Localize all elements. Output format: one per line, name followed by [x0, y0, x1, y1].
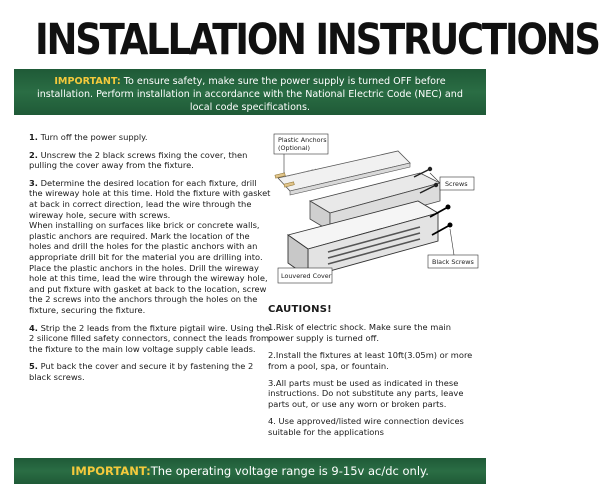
- caution-number: 1.: [268, 322, 276, 333]
- step-number: 2.: [29, 149, 38, 160]
- caution-item: [268, 322, 478, 343]
- caution-text: Install the fixtures at least 10ft(3.05m) or more from a pool, spa, or fountain.: [268, 350, 473, 371]
- step-item: [29, 323, 271, 355]
- important-text: To ensure safety, make sure the power supply is turned OFF before installation. Perform installation in accordance with the National Electric Code (NEC) and local code specifications.: [37, 76, 463, 113]
- fixture-diagram: [270, 131, 482, 291]
- step-item: [29, 132, 271, 143]
- voltage-notice-banner: [14, 458, 486, 484]
- step-number: 1.: [29, 132, 38, 142]
- step-number: 5.: [29, 361, 38, 372]
- caution-number: 3.: [268, 378, 276, 389]
- important-notice-banner: [14, 69, 486, 115]
- step-text: Strip the 2 leads from the fixture pigtail wire. Using the 2 silicone filled safety connectors, connect the leads from the fixture to the main low voltage supply cable leads.: [29, 322, 271, 354]
- step-text: Turn off the power supply.: [37, 132, 148, 142]
- caution-number: 4.: [268, 416, 276, 427]
- voltage-text: The operating voltage range is 9-15v ac/dc only.: [150, 464, 429, 478]
- step-text: Unscrew the 2 black screws fixing the cover, then pulling the cover away from the fixture.: [29, 149, 248, 171]
- cover-label: Louvered Cover: [281, 272, 332, 280]
- important-label: IMPORTANT:: [71, 464, 151, 478]
- black-screws-label: Black Screws: [432, 258, 474, 266]
- anchors-sublabel: (Optional): [278, 144, 311, 152]
- step-text: Put back the cover and secure it by fastening the 2 black screws.: [29, 361, 254, 382]
- instruction-steps: [29, 132, 271, 389]
- caution-item: [268, 378, 478, 409]
- page-title: INSTALLATION INSTRUCTIONS: [35, 15, 599, 65]
- cautions-section: [268, 305, 478, 444]
- caution-text: Use approved/listed wire connection devices suitable for the applications: [268, 416, 464, 437]
- step-text: Determine the desired location for each fixture, drill the wireway hole at this time. Hold the fixture with gasket at back in correct direction, lead the wire through the wireway hole, secure with screws. When installing on surfaces like brick or concrete walls, plastic anchors are required. Mark the location of the holes and drill the holes for the plastic anchors with an appropriate drill bit for the material you are drilling into. Place the plastic anchors in the holes. Drill the wireway hole at this time, lead the wire through the wireway hole, and put fixture with gasket at back to the location, screw the 2 screws into the anchors through the holes on the fixture, securing the fixture.: [29, 177, 271, 315]
- anchors-label: Plastic Anchors: [278, 136, 327, 144]
- cautions-heading: CAUTIONS!: [268, 304, 332, 315]
- step-item: [29, 361, 271, 382]
- important-label: IMPORTANT:: [54, 76, 121, 87]
- caution-text: All parts must be used as indicated in these instructions. Do not substitute any parts, leave parts out, or use any worn or broken parts.: [268, 378, 464, 409]
- step-number: 3.: [29, 177, 38, 188]
- screws-label: Screws: [445, 180, 468, 188]
- caution-number: 2.: [268, 350, 276, 361]
- step-number: 4.: [29, 322, 38, 333]
- caution-item: [268, 350, 478, 371]
- caution-item: [268, 416, 478, 437]
- step-item: [29, 178, 271, 316]
- step-item: [29, 150, 271, 171]
- caution-text: Risk of electric shock. Make sure the main power supply is turned off.: [268, 322, 451, 343]
